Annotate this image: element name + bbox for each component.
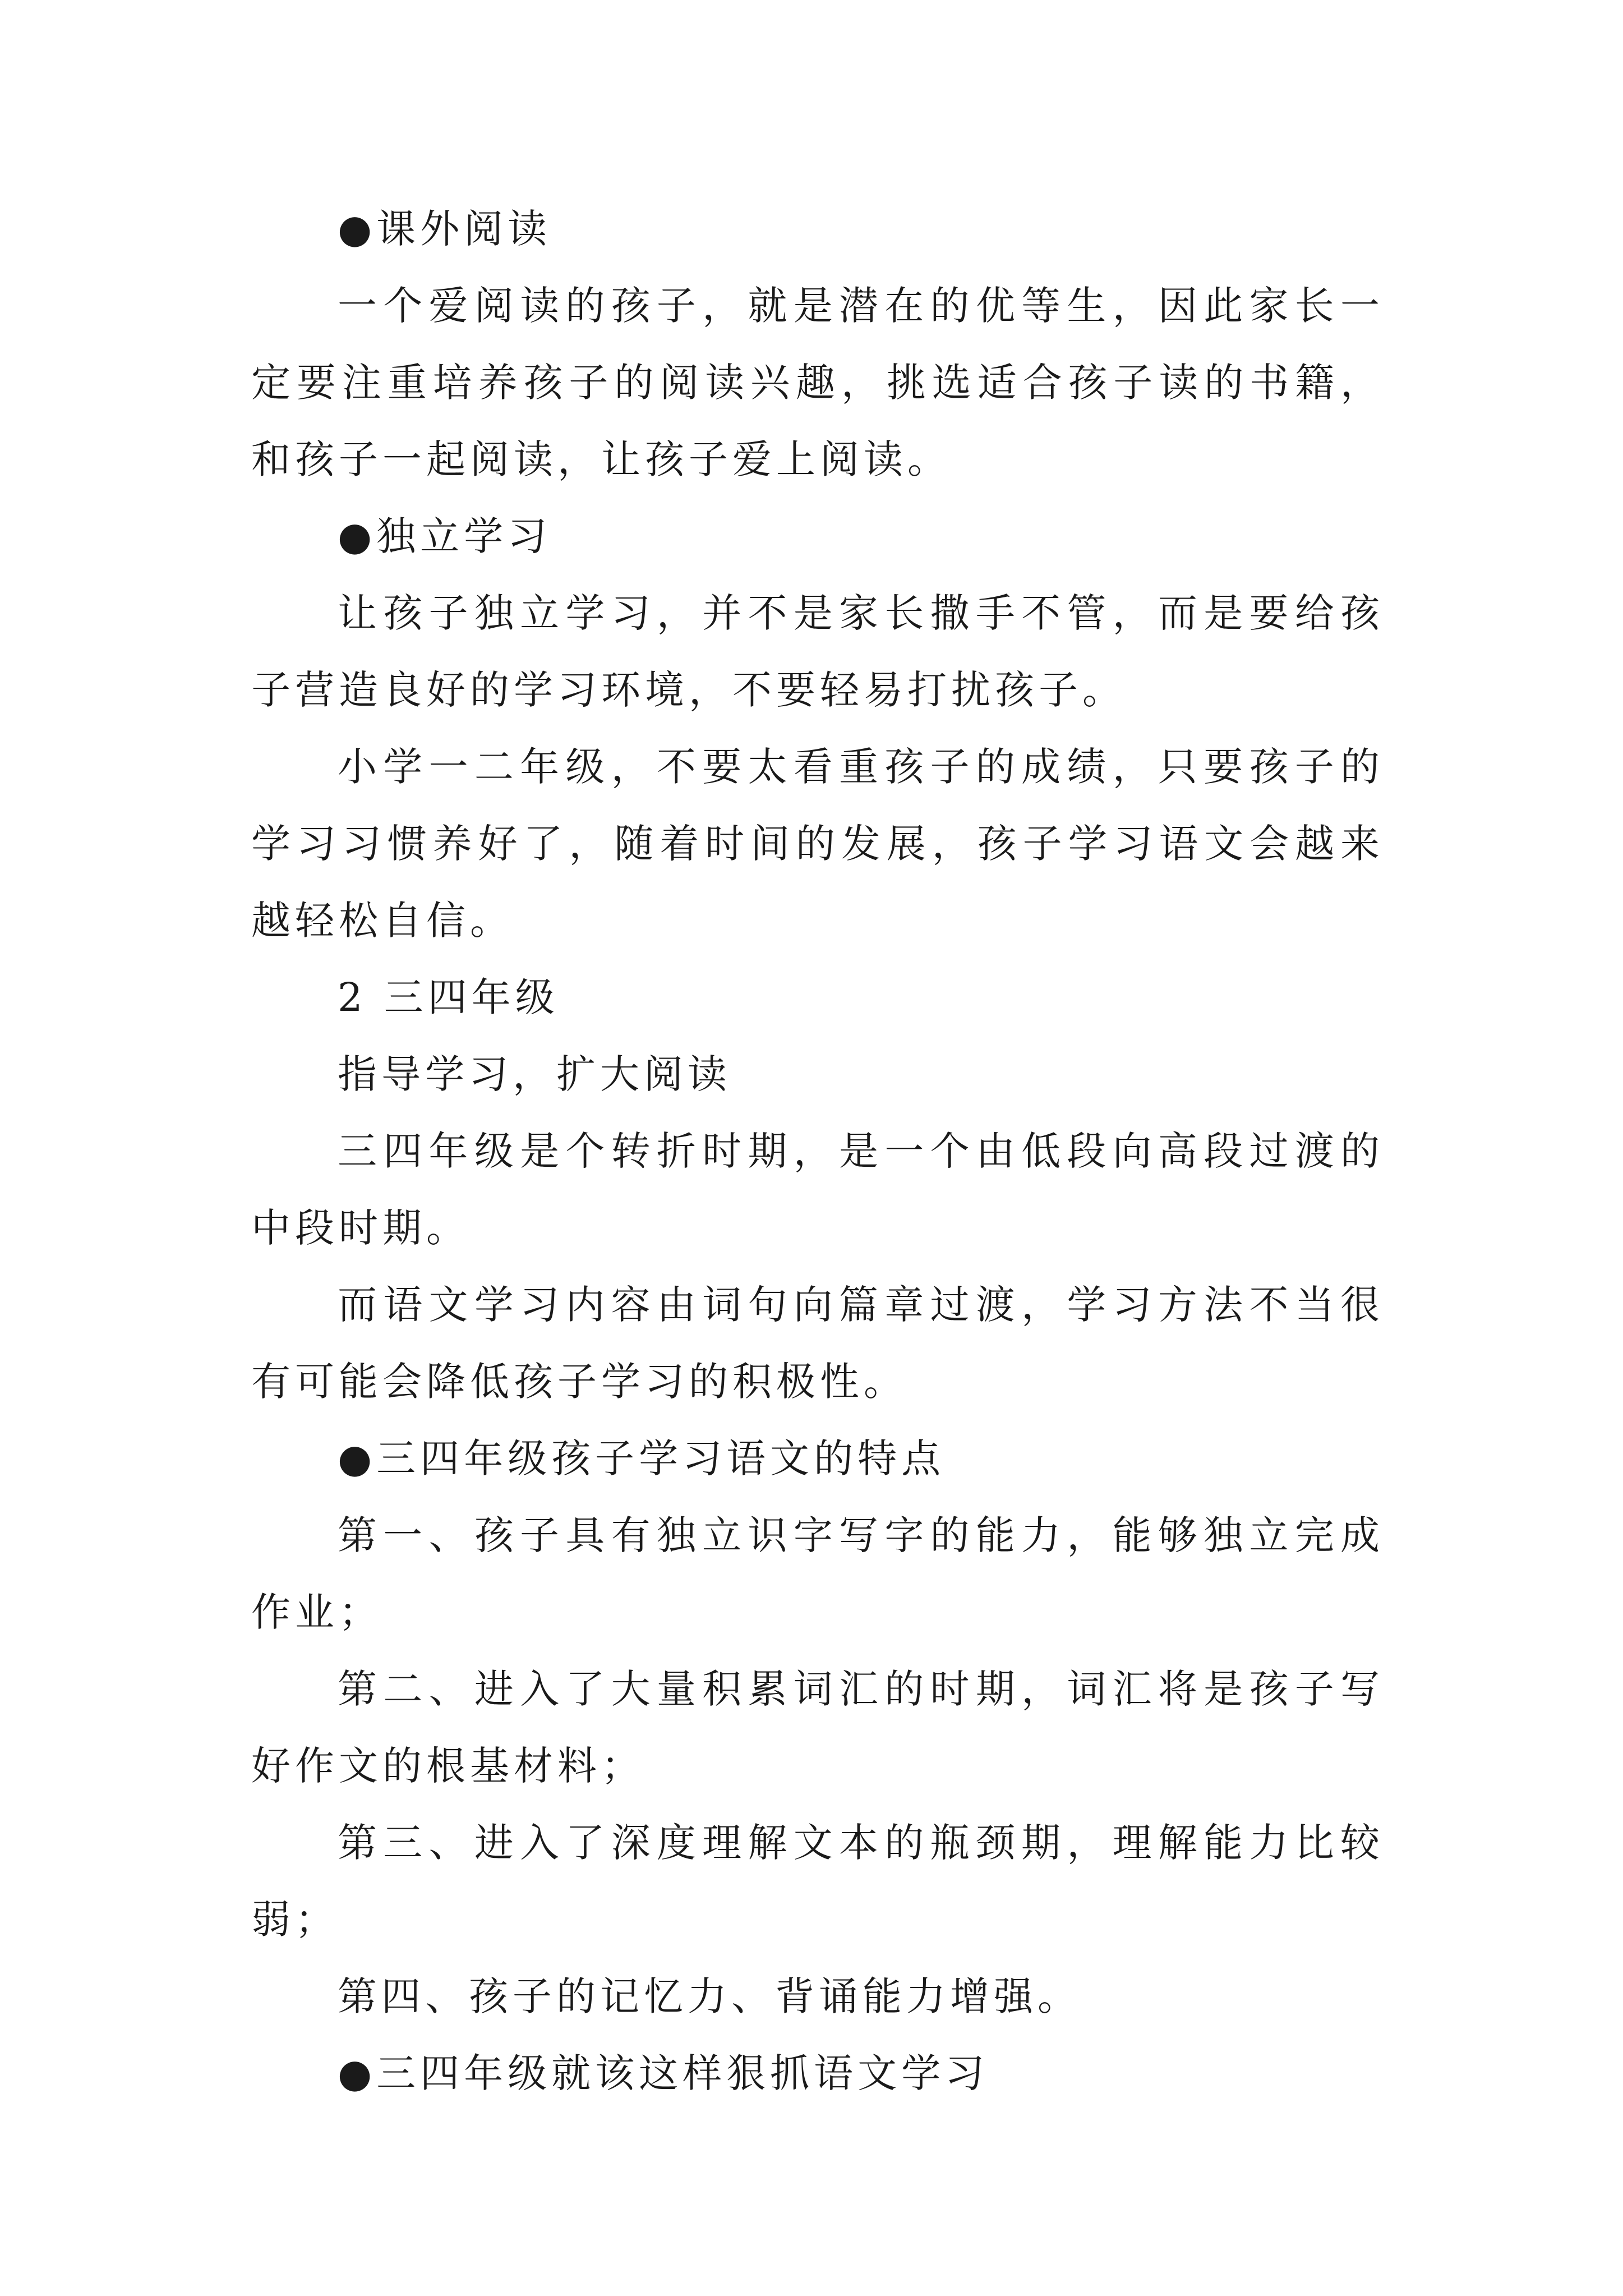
heading-extracurricular-reading: ●课外阅读 [338,206,552,252]
paragraph: 小学一二年级，不要太看重孩子的成绩，只要孩子的学习习惯养好了，随着时间的发展，孩子学习语文会越来越轻松自信。 [251,744,1384,944]
heading-independent-study: ●独立学习 [338,513,552,559]
paragraph: 三四年级是个转折时期，是一个由低段向高段过渡的中段时期。 [251,1128,1384,1251]
paragraph: 而语文学习内容由词句向篇章过渡，学习方法不当很有可能会降低孩子学习的积极性。 [251,1282,1384,1405]
subheading: 指导学习，扩大阅读 [338,1051,731,1097]
section-heading-grade-3-4: 2 三四年级 [338,974,559,1020]
paragraph: 一个爱阅读的孩子，就是潜在的优等生，因此家长一定要注重培养孩子的阅读兴趣，挑选适合孩子读的书籍，和孩子一起阅读，让孩子爱上阅读。 [251,283,1384,482]
list-item: 第二、进入了大量积累词汇的时期，词汇将是孩子写好作文的根基材料； [251,1666,1384,1789]
list-item: 第三、进入了深度理解文本的瓶颈期，理解能力比较弱； [251,1820,1384,1943]
document-body [251,191,1384,2112]
paragraph: 让孩子独立学习，并不是家长撒手不管，而是要给孩子营造良好的学习环境，不要轻易打扰孩子。 [251,590,1384,713]
list-item: 第四、孩子的记忆力、背诵能力增强。 [338,1973,1081,2019]
heading-how-to-study: ●三四年级就该这样狠抓语文学习 [338,2050,989,2096]
list-item: 第一、孩子具有独立识字写字的能力，能够独立完成作业； [251,1512,1384,1635]
heading-characteristics: ●三四年级孩子学习语文的特点 [338,1435,946,1481]
